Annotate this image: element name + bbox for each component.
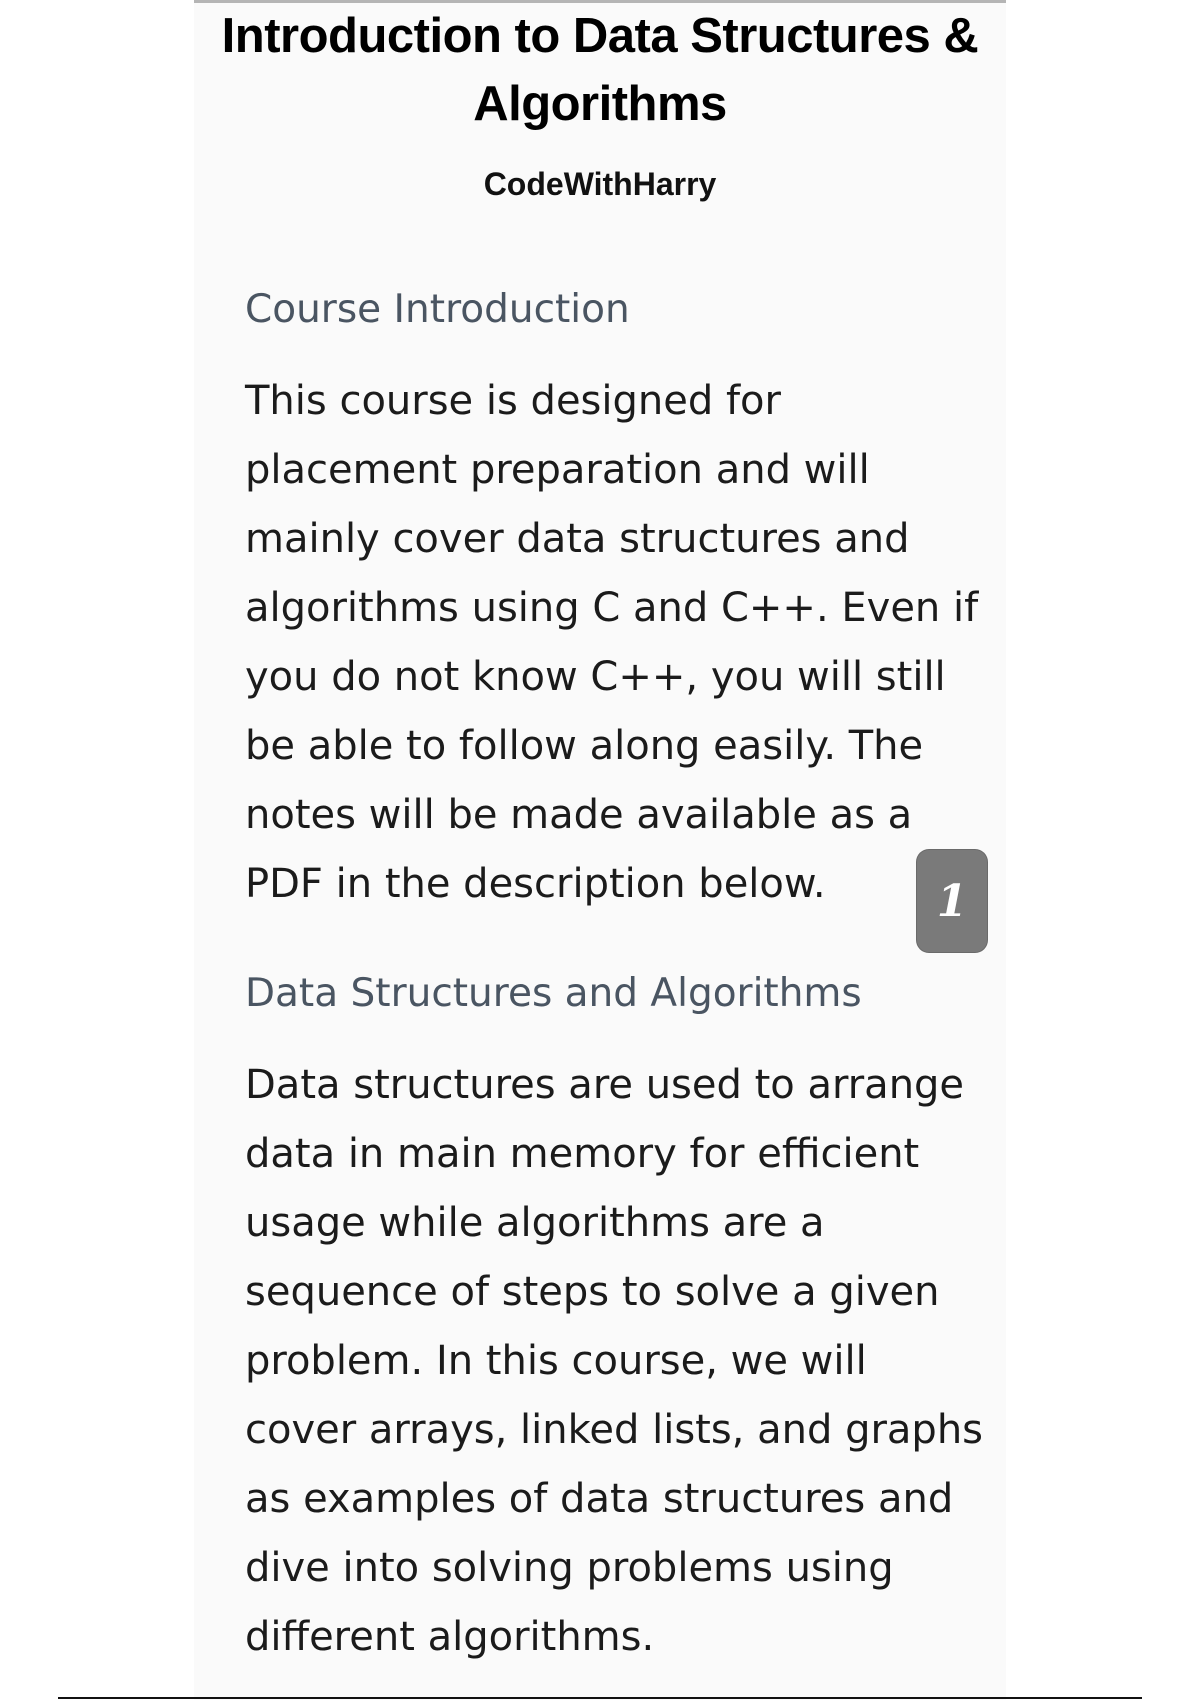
document-author: CodeWithHarry xyxy=(483,166,717,202)
page-number-badge[interactable] xyxy=(917,850,987,952)
page-number-label: 1 xyxy=(936,875,968,927)
section-heading-course-introduction: Course Introduction xyxy=(245,287,630,332)
section-body-data-structures-and-algorithms: Data structures are used to arrange data in main memory for efficient usage while algorithms are a sequence of steps to solve a given problem. In this course, we will cover arrays, linked lists, and graphs as examples of data structures and dive into solving problems using different algorithms. xyxy=(245,1062,984,1660)
section-body-course-introduction: This course is designed for placement preparation and will mainly cover data structures and algorithms using C and C++. Even if you do not know C++, you will still be able to follow along easily. The notes will be made available as a PDF in the description below. xyxy=(245,378,979,907)
document-title: Introduction to Data Structures & Algorithms xyxy=(221,9,979,131)
section-heading-data-structures-and-algorithms: Data Structures and Algorithms xyxy=(245,971,862,1016)
bottom-divider xyxy=(58,1697,1142,1699)
